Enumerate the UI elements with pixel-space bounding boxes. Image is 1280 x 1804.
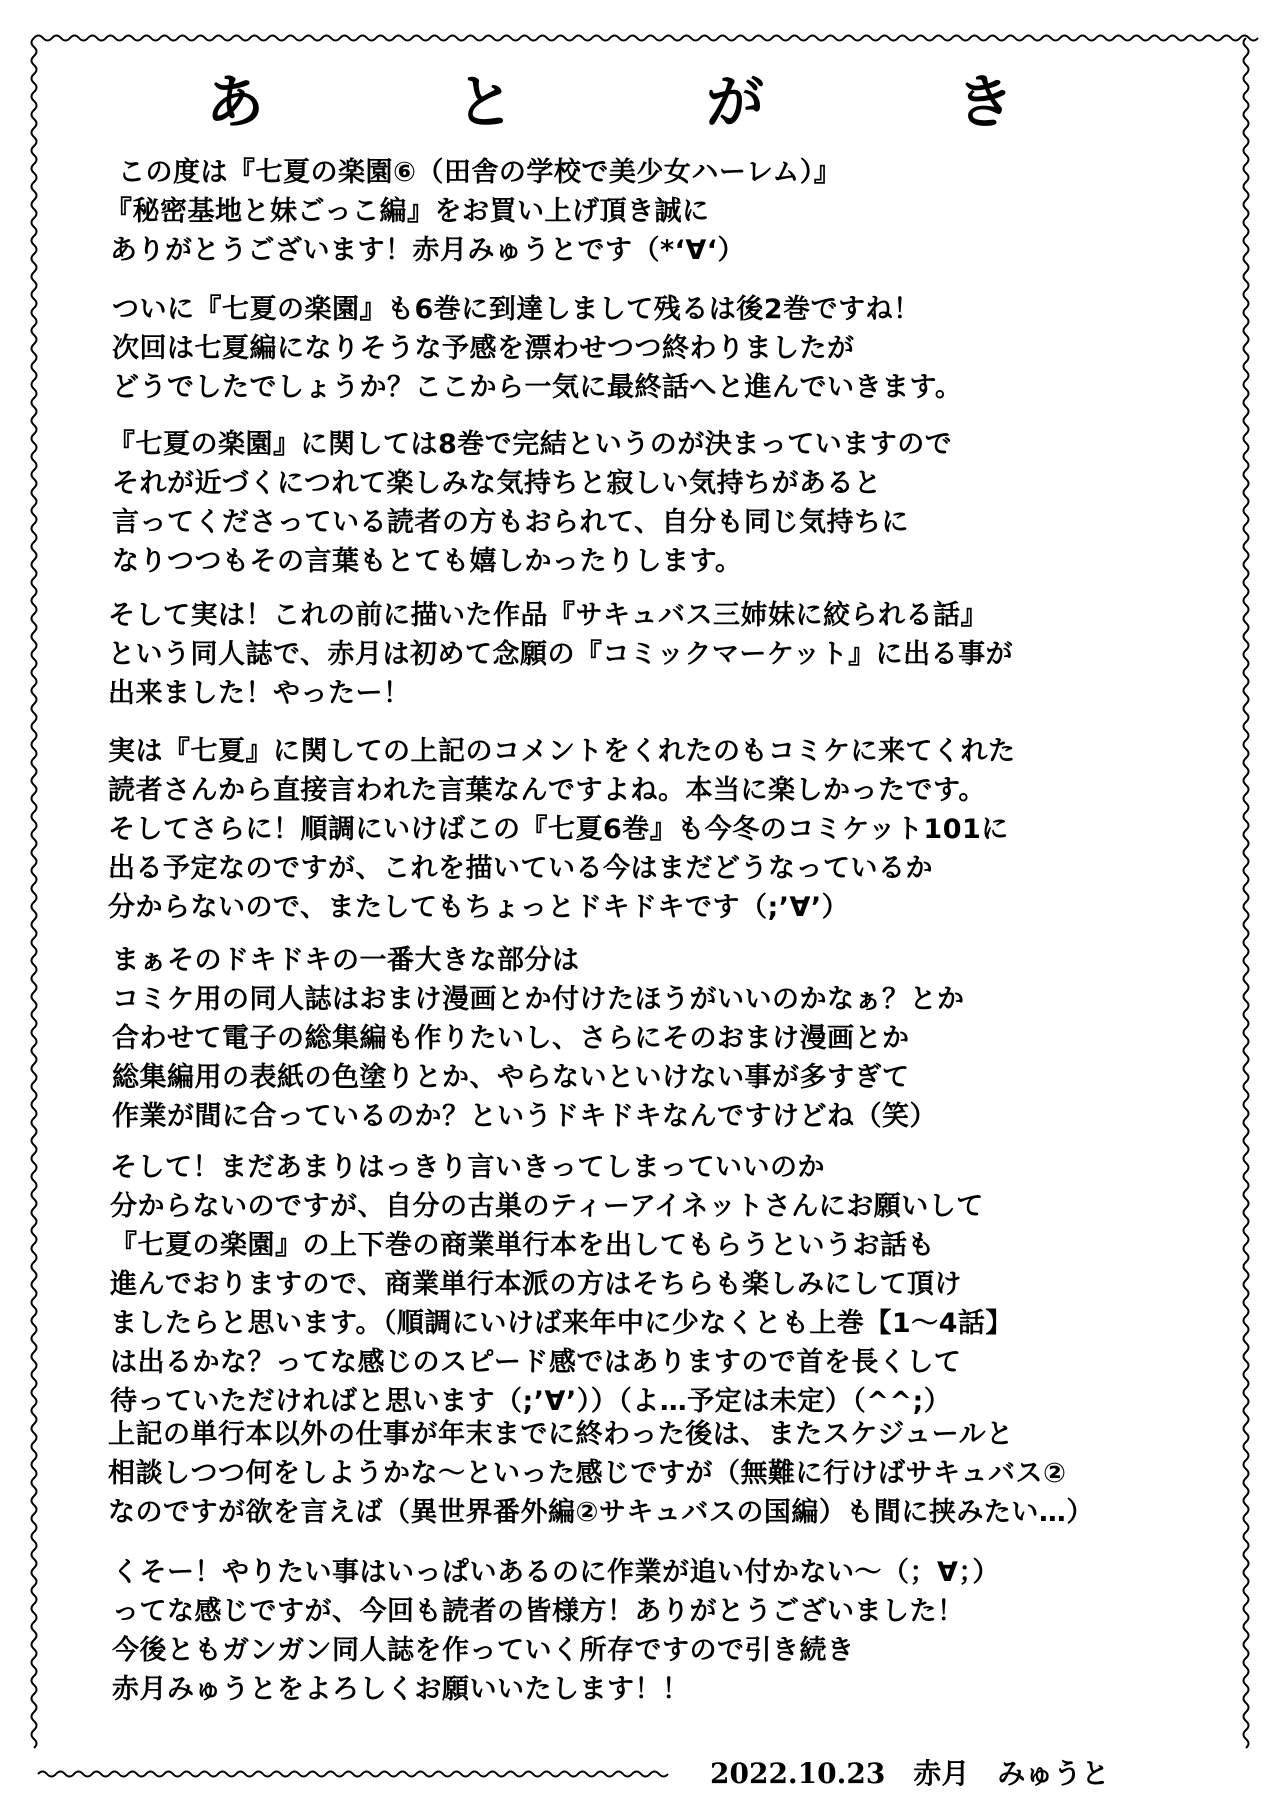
text-line: 次回は七夏編になりそうな予感を漂わせつつ終わりましたが bbox=[112, 333, 855, 364]
text-line: ってな感じですが、今回も読者の皆様方！ありがとうございました！ bbox=[112, 1596, 965, 1627]
text-line: ましたらと思います。（順調にいけば来年中に少なくとも上巻【1～4話】 bbox=[110, 1308, 1013, 1339]
text-line: 分からないのですが、自分の古巣のティーアイネットさんにお願いして bbox=[110, 1191, 984, 1222]
text-line: そして！まだあまりはっきり言いきってしまっていいのか bbox=[110, 1152, 825, 1183]
text-line: 進んでおりますので、商業単行本派の方はそちらも楽しみにして頂け bbox=[110, 1269, 962, 1300]
text-line: コミケ用の同人誌はおまけ漫画とか付けたほうがいいのかなぁ？とか bbox=[112, 984, 965, 1015]
text-line: 出る予定なのですが、これを描いている今はまだどうなっているか bbox=[108, 853, 933, 884]
text-line: 作業が間に合っているのか？というドキドキなんですけどね（笑） bbox=[112, 1101, 937, 1132]
title-char: が bbox=[705, 68, 764, 136]
title-char: と bbox=[455, 68, 514, 136]
text-line: 出来ました！やったー！ bbox=[108, 678, 411, 709]
text-line: 『秘密基地と妹ごっこ編』をお買い上げ頂き誠に bbox=[105, 196, 710, 227]
text-line: それが近づくにつれて楽しみな気持ちと寂しい気持ちがあると bbox=[112, 468, 882, 499]
text-line: 相談しつつ何をしようかな～といった感じですが（無難に行けばサキュバス② bbox=[108, 1458, 1067, 1489]
text-line: 合わせて電子の総集編も作りたいし、さらにそのおまけ漫画とか bbox=[112, 1023, 910, 1054]
text-line: 読者さんから直接言われた言葉なんですよね。本当に楽しかったです。 bbox=[108, 775, 986, 806]
text-line: 上記の単行本以外の仕事が年末までに終わった後は、またスケジュールと bbox=[108, 1419, 1014, 1450]
text-line: 待っていただければと思います（;’∀’））（よ…予定は未定）（^^;） bbox=[110, 1386, 952, 1417]
text-line: くそー！やりたい事はいっぱいあるのに作業が追い付かない～（；∀；） bbox=[112, 1557, 1000, 1588]
text-line: ついに『七夏の楽園』も6巻に到達しまして残るは後2巻ですね！ bbox=[112, 294, 921, 325]
text-line: どうでしたでしょうか？ここから一気に最終話へと進んでいきます。 bbox=[112, 372, 963, 403]
page-title bbox=[195, 62, 1025, 142]
text-line: 『七夏の楽園』に関しては8巻で完結というのが決まっていますので bbox=[108, 429, 953, 460]
title-char: あ bbox=[205, 68, 264, 136]
text-line: 言ってくださっている読者の方もおられて、自分も同じ気持ちに bbox=[112, 507, 909, 538]
text-line: まぁそのドキドキの一番大きな部分は bbox=[112, 945, 580, 976]
signature-date-author: 2022.10.23 赤月 みゅうと bbox=[710, 1757, 1110, 1790]
text-line: 今後ともガンガン同人誌を作っていく所存ですので引き続き bbox=[112, 1635, 855, 1666]
text-line: 赤月みゅうとをよろしくお願いいたします！！ bbox=[112, 1674, 690, 1705]
text-line: 実は『七夏』に関しての上記のコメントをくれたのもコミケに来てくれた bbox=[108, 736, 1016, 767]
text-line: 総集編用の表紙の色塗りとか、やらないといけない事が多すぎて bbox=[112, 1062, 910, 1093]
text-line: 分からないので、またしてもちょっとドキドキです（;’∀’） bbox=[108, 892, 850, 923]
text-line: は出るかな？ってな感じのスピード感ではありますので首を長くして bbox=[110, 1347, 962, 1378]
text-line: ありがとうございます！赤月みゅうとです（*‘∀‘） bbox=[110, 235, 746, 266]
title-char: き bbox=[955, 68, 1014, 136]
text-line: そしてさらに！順調にいけばこの『七夏6巻』も今冬のコミケット101に bbox=[108, 814, 1009, 845]
text-line: そして実は！これの前に描いた作品『サキュバス三姉妹に絞られる話』 bbox=[108, 600, 988, 631]
text-line: 『七夏の楽園』の上下巻の商業単行本を出してもらうというお話も bbox=[110, 1230, 935, 1261]
text-line: この度は『七夏の楽園⑥（田舎の学校で美少女ハーレム）』 bbox=[118, 157, 842, 188]
text-line: なりつつもその言葉もとても嬉しかったりします。 bbox=[112, 546, 743, 577]
text-line: なのですが欲を言えば（異世界番外編②サキュバスの国編）も間に挟みたい…） bbox=[108, 1497, 1094, 1528]
text-line: という同人誌で、赤月は初めて念願の『コミックマーケット』に出る事が bbox=[108, 639, 1014, 670]
